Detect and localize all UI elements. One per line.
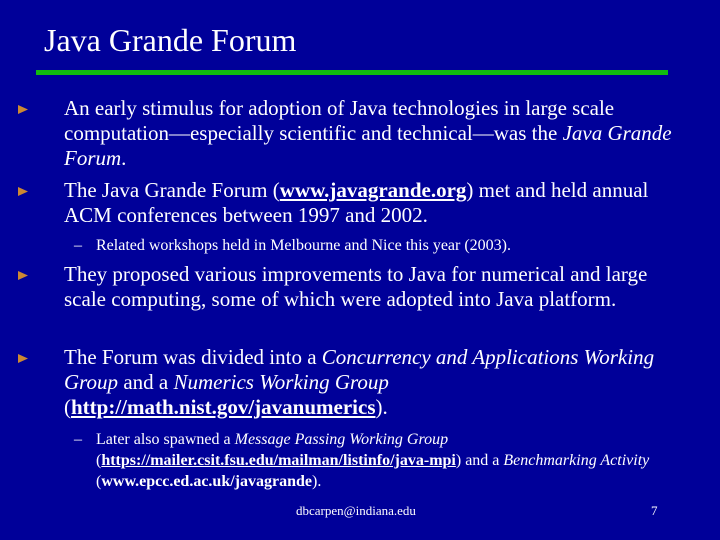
bullet-text-part: ( (64, 395, 71, 419)
sub-bullet-dash: – (74, 237, 82, 254)
javanumerics-link[interactable]: http://math.nist.gov/javanumerics (71, 395, 376, 419)
bullet-text-part: The Java Grande Forum ( (64, 178, 280, 202)
message-passing-emphasis: Message Passing Working Group (234, 431, 449, 448)
sub-bullet-text-part: Later also spawned a (96, 431, 235, 448)
bullet-text: They proposed various improvements to Java for numerical and large scale computing, some of which were adopted into Java platform. (64, 262, 648, 311)
page-number: 7 (651, 503, 658, 518)
java-grande-forum-emphasis: Java Grande Forum (64, 121, 672, 170)
slide-title: Java Grande Forum (44, 22, 297, 58)
bullet-text-part: The Forum was divided into a (64, 345, 322, 369)
bullet-marker-icon (18, 105, 28, 114)
epcc-url: www.epcc.ed.ac.uk/javagrande (101, 473, 312, 490)
bullet-marker-icon (18, 187, 28, 196)
bullet-text-part: ) met and held annual ACM conferences between 1997 and 2002. (64, 178, 649, 227)
concurrency-working-group-emphasis: Concurrency and Applications Working Group (64, 345, 655, 394)
sub-bullet-text-part: ( (96, 452, 102, 469)
benchmarking-emphasis: Benchmarking Activity (503, 452, 650, 469)
bullet-text (64, 178, 694, 228)
sub-bullet-text-part: ). (311, 473, 322, 490)
numerics-working-group-emphasis: Numerics Working Group (173, 370, 389, 394)
javagrande-link[interactable]: www.javagrande.org (279, 178, 467, 202)
bullet-marker-icon (18, 271, 28, 280)
sub-bullet-text (96, 429, 676, 492)
sub-bullet-dash: – (74, 431, 82, 448)
java-mpi-link[interactable]: https://mailer.csit.fsu.edu/mailman/listinfo/java-mpi (101, 452, 456, 469)
sub-bullet-text-part: ( (96, 473, 102, 490)
sub-bullet-text-part: ) and a (455, 452, 504, 469)
footer-email: dbcarpen@indiana.edu (296, 503, 416, 518)
bullet-text (64, 96, 694, 171)
bullet-text-part: An early stimulus for adoption of Java technologies in large scale computation—especially scientific and technical—was the (64, 96, 615, 145)
bullet-text (64, 345, 694, 420)
bullet-text-part: . (121, 146, 127, 170)
bullet-text-part: and a (118, 370, 174, 394)
title-rule (36, 70, 668, 75)
sub-bullet-text: Related workshops held in Melbourne and Nice this year (2003). (96, 237, 512, 254)
bullet-marker-icon (18, 354, 28, 363)
bullet-text-part: ). (375, 395, 388, 419)
